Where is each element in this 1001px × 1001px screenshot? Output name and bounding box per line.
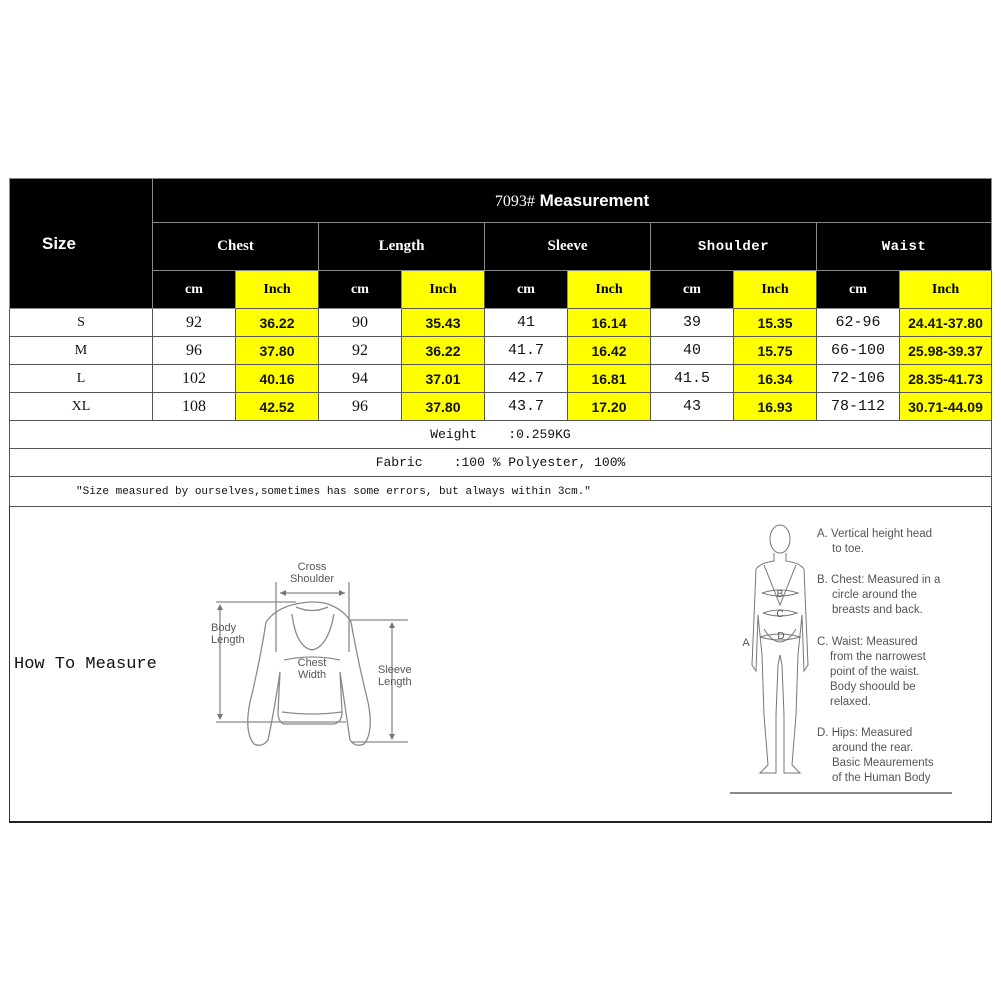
length-cm: 90	[319, 309, 402, 337]
chest-inch: 40.16	[236, 365, 319, 393]
svg-text:Length: Length	[378, 676, 412, 688]
size-note: "Size measured by ourselves,sometimes has some errors, but always within 3cm."	[10, 477, 992, 507]
category-length: Length	[319, 223, 485, 271]
unit-cm: cm	[651, 271, 734, 309]
fabric-row	[10, 449, 992, 477]
marker-c: C	[776, 609, 784, 620]
shoulder-cm: 40	[651, 337, 734, 365]
sleeve-cm: 41.7	[485, 337, 568, 365]
table-title: 7093# Measurement	[153, 179, 992, 223]
sleeve-cm: 43.7	[485, 393, 568, 421]
body-measure-diagram	[720, 515, 980, 805]
svg-text:Shoulder: Shoulder	[289, 573, 335, 585]
unit-inch: Inch	[734, 271, 817, 309]
shirt-measure-diagram	[196, 552, 436, 752]
waist-inch: 28.35-41.73	[900, 365, 992, 393]
svg-text:C. Waist: Measured: C. Waist: Measured	[817, 636, 918, 648]
chest-inch: 36.22	[236, 309, 319, 337]
size-label: L	[10, 365, 153, 393]
unit-cm: cm	[485, 271, 568, 309]
table-row	[10, 393, 992, 421]
length-inch: 37.01	[402, 365, 485, 393]
svg-text:B. Chest: Measured in a: B. Chest: Measured in a	[817, 574, 941, 586]
waist-cm: 66-100	[817, 337, 900, 365]
unit-inch: Inch	[568, 271, 651, 309]
category-waist: Waist	[817, 223, 992, 271]
table-row	[10, 337, 992, 365]
category-shoulder: Shoulder	[651, 223, 817, 271]
length-inch: 35.43	[402, 309, 485, 337]
table-row	[10, 365, 992, 393]
waist-cm: 78-112	[817, 393, 900, 421]
svg-text:of the Human Body: of the Human Body	[832, 772, 931, 784]
shoulder-cm: 43	[651, 393, 734, 421]
measurement-legend	[817, 528, 941, 784]
unit-cm: cm	[817, 271, 900, 309]
svg-text:relaxed.: relaxed.	[830, 696, 871, 708]
label-sleeve-length: Sleeve	[378, 664, 412, 676]
fabric-text: Fabric :100 % Polyester, 100%	[10, 449, 992, 477]
marker-b: B	[776, 589, 784, 600]
note-row	[10, 477, 992, 507]
svg-text:D. Hips: Measured: D. Hips: Measured	[817, 727, 913, 739]
chest-cm: 108	[153, 393, 236, 421]
svg-text:Length: Length	[211, 634, 245, 646]
size-label: M	[10, 337, 153, 365]
sleeve-inch: 17.20	[568, 393, 651, 421]
shoulder-inch: 15.75	[734, 337, 817, 365]
svg-text:A. Vertical height head: A. Vertical height head	[817, 528, 933, 540]
sleeve-inch: 16.81	[568, 365, 651, 393]
unit-cm: cm	[319, 271, 402, 309]
chest-cm: 96	[153, 337, 236, 365]
svg-text:breasts and back.: breasts and back.	[832, 604, 923, 616]
chest-inch: 37.80	[236, 337, 319, 365]
shoulder-cm: 39	[651, 309, 734, 337]
chest-inch: 42.52	[236, 393, 319, 421]
waist-cm: 72-106	[817, 365, 900, 393]
marker-d: D	[777, 631, 785, 642]
svg-text:Width: Width	[297, 669, 327, 681]
length-inch: 37.80	[402, 393, 485, 421]
sleeve-inch: 16.14	[568, 309, 651, 337]
size-chart-table	[9, 178, 992, 823]
waist-cm: 62-96	[817, 309, 900, 337]
category-sleeve: Sleeve	[485, 223, 651, 271]
svg-text:Body shoould be: Body shoould be	[830, 681, 916, 693]
chest-cm: 92	[153, 309, 236, 337]
shoulder-inch: 16.93	[734, 393, 817, 421]
marker-a: A	[742, 637, 750, 649]
size-label: S	[10, 309, 153, 337]
chest-cm: 102	[153, 365, 236, 393]
label-chest-width: Chest	[297, 657, 327, 669]
length-cm: 92	[319, 337, 402, 365]
length-inch: 36.22	[402, 337, 485, 365]
size-label: XL	[10, 393, 153, 421]
label-body-length: Body	[211, 622, 237, 634]
svg-text:from the narrowest: from the narrowest	[830, 651, 926, 663]
sleeve-inch: 16.42	[568, 337, 651, 365]
svg-text:point of the waist.: point of the waist.	[830, 666, 920, 678]
waist-inch: 30.71-44.09	[900, 393, 992, 421]
svg-text:circle around the: circle around the	[832, 589, 918, 601]
unit-cm: cm	[153, 271, 236, 309]
shoulder-cm: 41.5	[651, 365, 734, 393]
category-chest: Chest	[153, 223, 319, 271]
waist-inch: 25.98-39.37	[900, 337, 992, 365]
sleeve-cm: 42.7	[485, 365, 568, 393]
shoulder-inch: 16.34	[734, 365, 817, 393]
waist-inch: 24.41-37.80	[900, 309, 992, 337]
weight-text: Weight :0.259KG	[10, 421, 992, 449]
sleeve-cm: 41	[485, 309, 568, 337]
shoulder-inch: 15.35	[734, 309, 817, 337]
how-to-measure-section	[10, 507, 992, 823]
table-row	[10, 309, 992, 337]
how-to-measure-title: How To Measure	[14, 655, 157, 674]
weight-row	[10, 421, 992, 449]
unit-inch: Inch	[236, 271, 319, 309]
svg-text:around the rear.: around the rear.	[832, 742, 914, 754]
unit-inch: Inch	[402, 271, 485, 309]
length-cm: 96	[319, 393, 402, 421]
svg-text:to toe.: to toe.	[832, 543, 864, 555]
label-cross-shoulder: Cross	[297, 561, 327, 573]
unit-inch: Inch	[900, 271, 992, 309]
length-cm: 94	[319, 365, 402, 393]
size-header: Size	[10, 179, 153, 309]
svg-text:Basic Meaurements: Basic Meaurements	[832, 757, 934, 769]
